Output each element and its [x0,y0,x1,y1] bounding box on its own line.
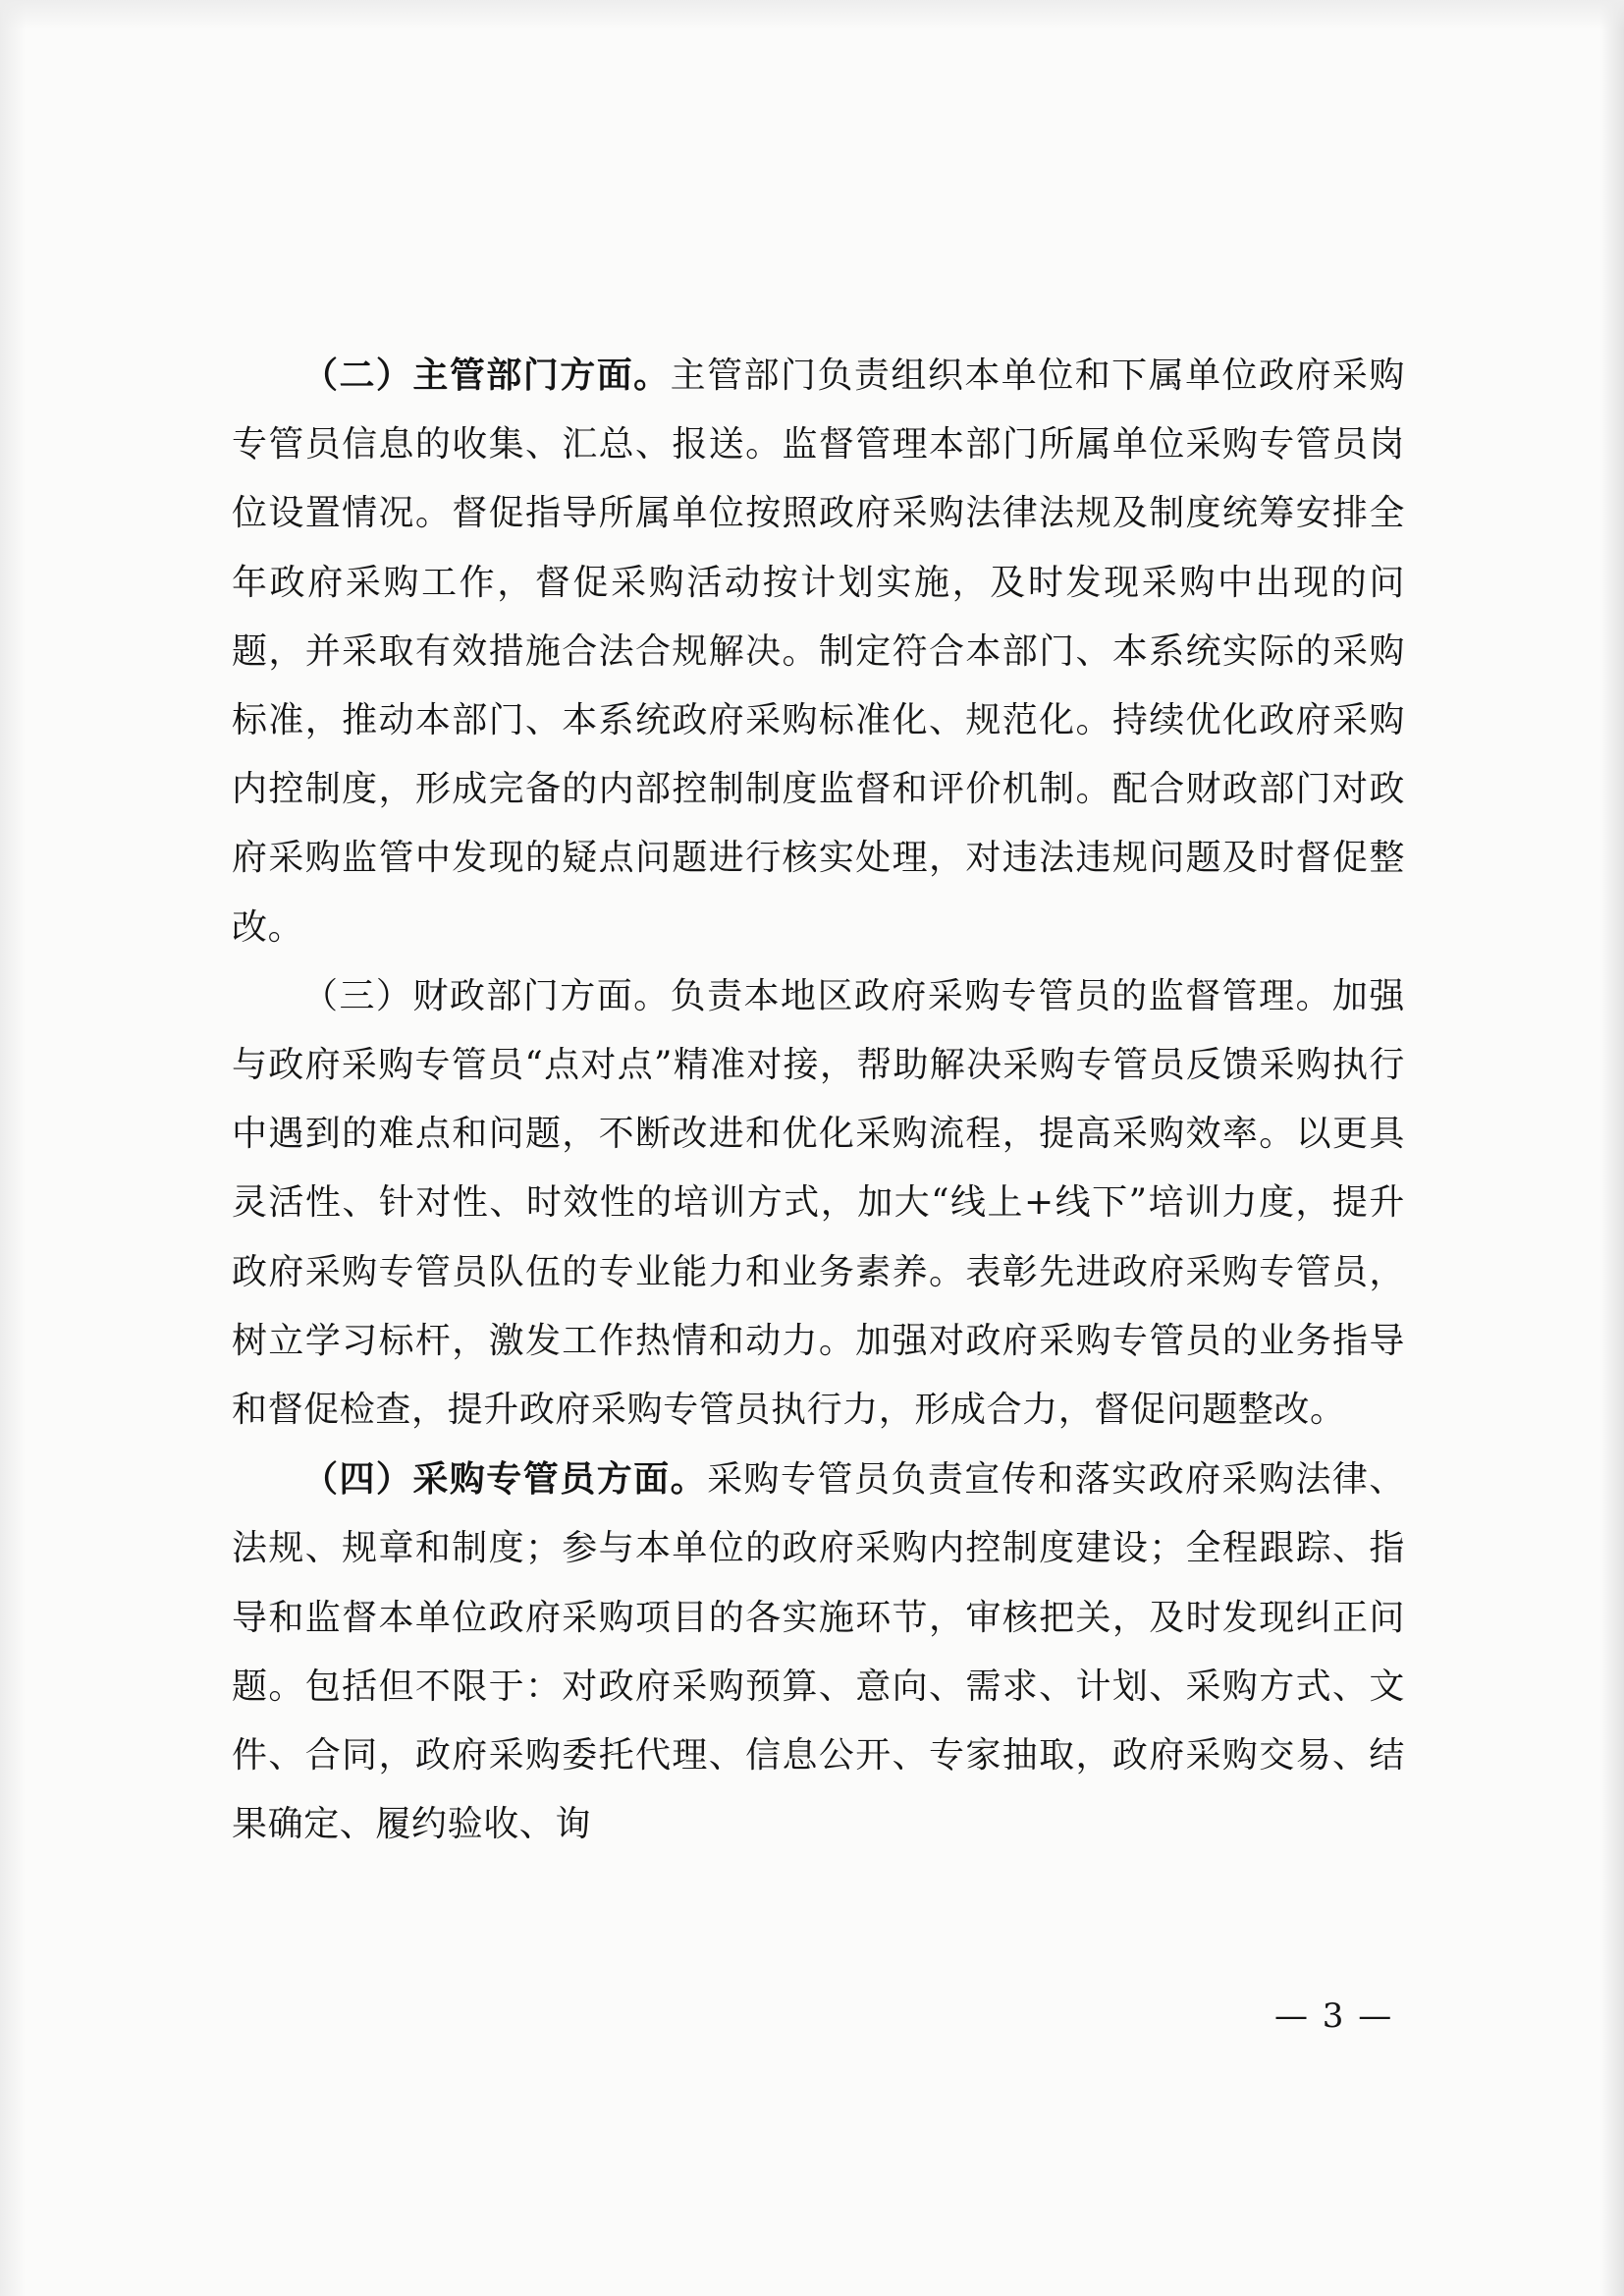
paragraph-procurement-officer [232,1445,1405,1859]
paragraph-finance-department [232,962,1405,1445]
paragraph-text: 采购专管员负责宣传和落实政府采购法律、法规、规章和制度；参与本单位的政府采购内控制度建设；全程跟踪、指导和监督本单位政府采购项目的各实施环节，审核把关，及时发现纠正问题。包括但不限于：对政府采购预算、意向、需求、计划、采购方式、文件、合同，政府采购委托代理、信息公开、专家抽取，政府采购交易、结果确定、履约验收、询 [232,1459,1405,1845]
paragraph-heading: （二）主管部门方面。 [302,355,671,396]
scan-shadow-top [0,0,1624,29]
scan-shadow-left [0,0,26,2296]
document-body [232,341,1405,1859]
paragraph-heading: （四）采购专管员方面。 [302,1458,708,1501]
paragraph-department-in-charge [232,341,1405,962]
paragraph-text: 负责本地区政府采购专管员的监督管理。加强与政府采购专管员“点对点”精准对接，帮助解决采购专管员反馈采购执行中遇到的难点和问题，不断改进和优化采购流程，提高采购效率。以更具灵活性、针对性、时效性的培训方式，加大“线上+线下”培训力度，提升政府采购专管员队伍的专业能力和业务素养。表彰先进政府采购专管员，树立学习标杆，激发工作热情和动力。加强对政府采购专管员的业务指导和督促检查，提升政府采购专管员执行力，形成合力，督促问题整改。 [232,975,1405,1431]
scan-shadow-right [1600,0,1624,2296]
page-number: — 3 — [1274,1996,1394,2036]
paragraph-text: 主管部门负责组织本单位和下属单位政府采购专管员信息的收集、汇总、报送。监督管理本部门所属单位采购专管员岗位设置情况。督促指导所属单位按照政府采购法律法规及制度统筹安排全年政府采购工作，督促采购活动按计划实施，及时发现采购中出现的问题，并采取有效措施合法合规解决。制定符合本部门、本系统实际的采购标准，推动本部门、本系统政府采购标准化、规范化。持续优化政府采购内控制度，形成完备的内部控制制度监督和评价机制。配合财政部门对政府采购监管中发现的疑点问题进行核实处理，对违法违规问题及时督促整改。 [232,355,1405,948]
paragraph-heading: （三）财政部门方面。 [302,975,671,1016]
